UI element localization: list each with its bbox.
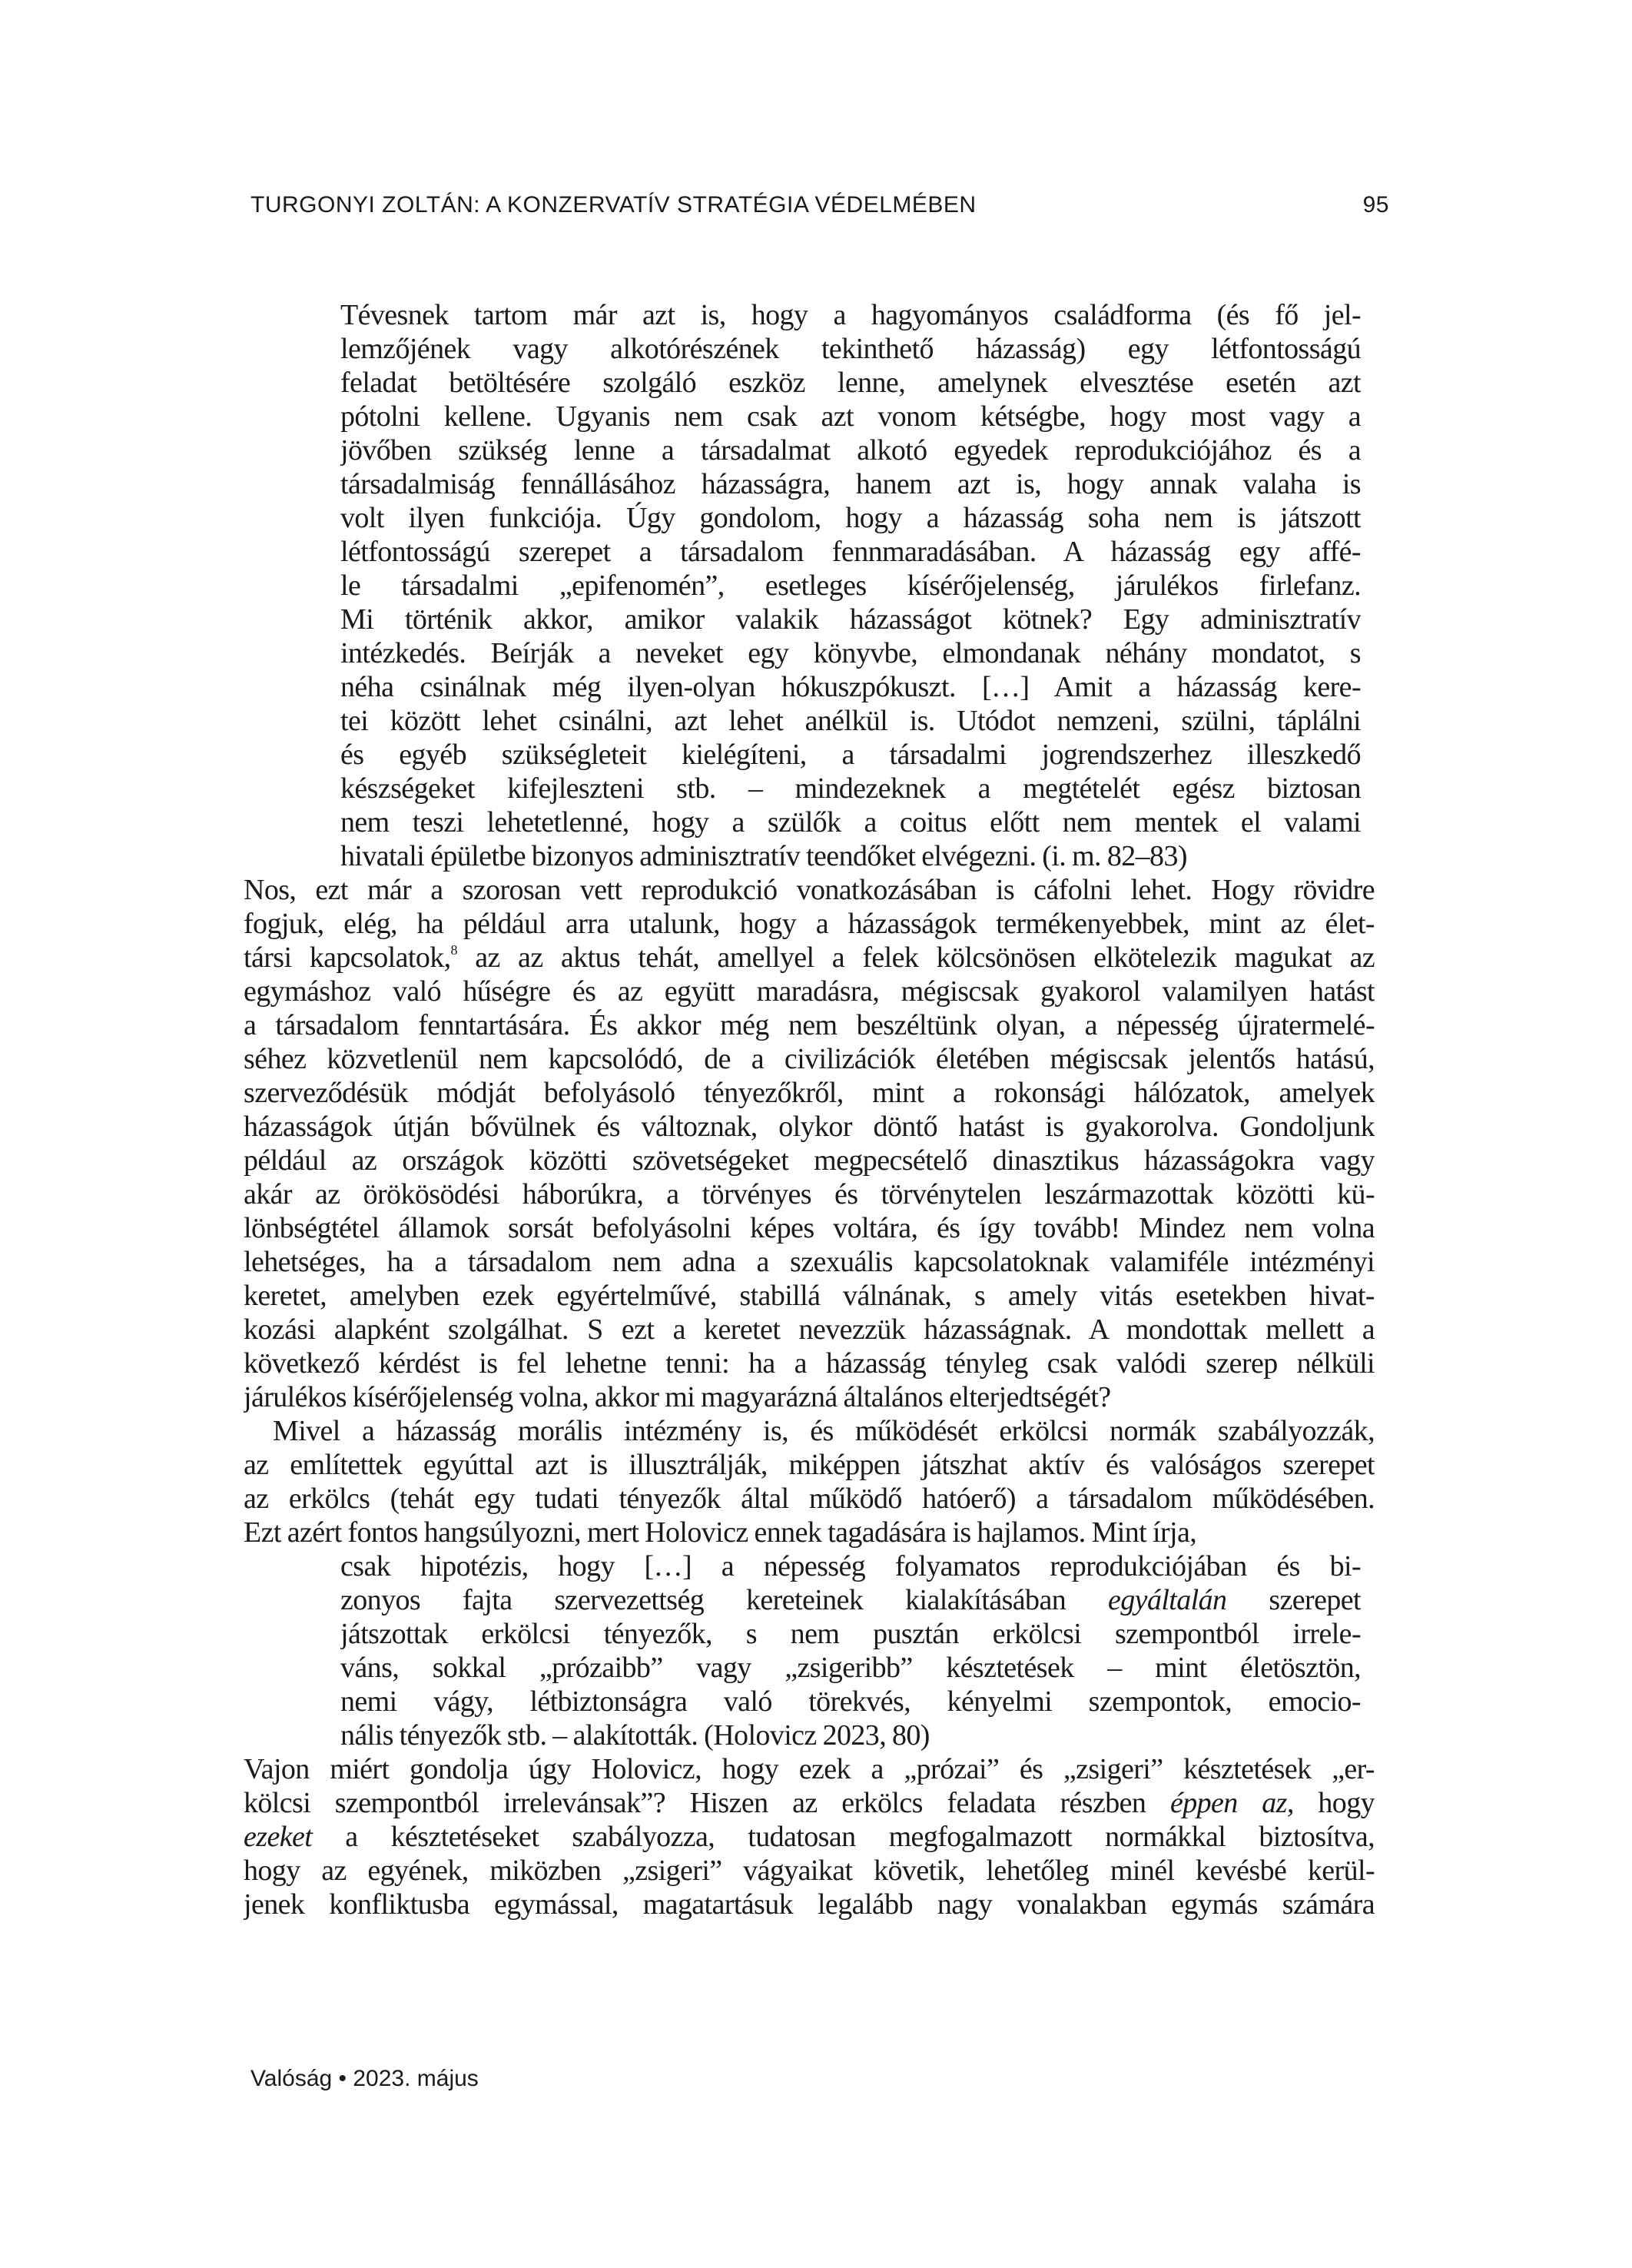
text-line: hivatali épületbe bizonyos adminisztratív teendőket elvégezni. (i. m. 82–83) (340, 840, 1187, 872)
text-run: az az aktus tehát, amellyel a felek kölcsönösen elkötelezik magukat az (456, 941, 1375, 974)
text-line: fogjuk, elég, ha például arra utalunk, hogy a házasságok termékenyebbek, mint az élet- (244, 908, 1375, 940)
page-number: 95 (1362, 192, 1389, 218)
text-line: és egyéb szükségleteit kielégíteni, a társadalmi jogrendszerhez illeszkedő (340, 739, 1361, 771)
text-line: tei között lehet csinálni, azt lehet anélkül is. Utódot nemzeni, szülni, táplálni (340, 705, 1361, 737)
text-line: nemi vágy, létbiztonságra való törekvés, kényelmi szempontok, emocio- (340, 1685, 1361, 1718)
text-line (340, 1583, 1361, 1617)
text-run: kölcsi szempontból irrelevánsak”? Hiszen az erkölcs feladata részben (244, 1787, 1170, 1819)
text-run: társi kapcsolatok, (244, 941, 451, 974)
text-line: Mi történik akkor, amikor valakik házasságot kötnek? Egy adminisztratív (340, 603, 1361, 636)
text-line: hogy az egyének, miközben „zsigeri” vágyaikat követik, lehetőleg minél kevésbé kerül- (244, 1855, 1375, 1887)
text-line: az erkölcs (tehát egy tudati tényezők által működő hatóerő) a társadalom működésében. (244, 1483, 1375, 1515)
text-line: szerveződésük módját befolyásoló tényezőkről, mint a rokonsági hálózatok, amelyek (244, 1077, 1375, 1109)
text-line: volt ilyen funkciója. Úgy gondolom, hogy a házasság soha nem is játszott (340, 502, 1361, 534)
text-line (244, 941, 1375, 975)
article-body (244, 298, 1375, 1921)
text-line: házasságok útján bővülnek és változnak, olykor döntő hatást is gyakorolva. Gondoljunk (244, 1111, 1375, 1143)
text-line: egymáshoz való hűségre és az együtt maradásra, mégiscsak gyakorol valamilyen hatást (244, 975, 1375, 1008)
text-line: lehetséges, ha a társadalom nem adna a szexuális kapcsolatoknak valamiféle intézményi (244, 1246, 1375, 1278)
text-line: lemzőjének vagy alkotórészének tekinthető házasság) egy létfontosságú (340, 333, 1361, 365)
text-line: jövőben szükség lenne a társadalmat alkotó egyedek reprodukciójához és a (340, 434, 1361, 467)
text-line: nális tényezők stb. – alakították. (Holovicz 2023, 80) (340, 1719, 930, 1752)
text-line: intézkedés. Beírják a neveket egy könyvbe, elmondanak néhány mondatot, s (340, 637, 1361, 669)
text-line: le társadalmi „epifenomén”, esetleges kísérőjelenség, járulékos firlefanz. (340, 569, 1361, 602)
text-line: keretet, amelyben ezek egyértelművé, stabillá válnának, s amely vitás esetekben hivat- (244, 1280, 1375, 1312)
text-line: Tévesnek tartom már azt is, hogy a hagyományos családforma (és fő jel- (340, 299, 1361, 331)
text-line: nem teszi lehetetlenné, hogy a szülők a coitus előtt nem mentek el valami (340, 806, 1361, 838)
text-line: létfontosságú szerepet a társadalom fennmaradásában. A házasság egy affé- (340, 536, 1361, 568)
paragraph-2 (244, 1414, 1375, 1549)
text-line (244, 1786, 1375, 1820)
text-line: Vajon miért gondolja úgy Holovicz, hogy ezek a „prózai” és „zsigeri” késztetések „er- (244, 1753, 1375, 1785)
text-run: zonyos fajta szervezettség kereteinek kialakításában (340, 1584, 1109, 1616)
text-run: hogy (1293, 1787, 1375, 1819)
text-line: például az országok közötti szövetségeket megpecsételő dinasztikus házasságokra vagy (244, 1144, 1375, 1177)
text-run: szerepet (1226, 1584, 1361, 1616)
text-line: akár az örökösödési háborúkra, a törvényes és törvénytelen leszármazottak közötti kü- (244, 1178, 1375, 1210)
text-line (244, 1820, 1375, 1854)
text-line: feladat betöltésére szolgáló eszköz lenne, amelynek elvesztése esetén azt (340, 367, 1361, 399)
paragraph-1 (244, 873, 1375, 1414)
emphasis: ezeket (244, 1821, 313, 1853)
text-line: készségeket kifejleszteni stb. – mindezeknek a megtételét egész biztosan (340, 772, 1361, 805)
text-line: séhez közvetlenül nem kapcsolódó, de a civilizációk életében mégiscsak jelentős hatású, (244, 1043, 1375, 1075)
running-head (250, 192, 1389, 220)
text-line: csak hipotézis, hogy […] a népesség folyamatos reprodukciójában és bi- (340, 1550, 1361, 1582)
emphasis: egyáltalán (1108, 1584, 1227, 1616)
text-line: a társadalom fenntartására. És akkor még nem beszéltünk olyan, a népesség újratermelé- (244, 1009, 1375, 1041)
text-line: váns, sokkal „prózaibb” vagy „zsigeribb” késztetések – mint életösztön, (340, 1652, 1361, 1684)
text-line: néha csinálnak még ilyen-olyan hókuszpókuszt. […] Amit a házasság kere- (340, 671, 1361, 703)
text-line: játszottak erkölcsi tényezők, s nem pusztán erkölcsi szempontból irrele- (340, 1618, 1361, 1650)
text-line: pótolni kellene. Ugyanis nem csak azt vonom kétségbe, hogy most vagy a (340, 400, 1361, 433)
text-line: kozási alapként szolgálhat. S ezt a keretet nevezzük házasságnak. A mondottak mellett a (244, 1313, 1375, 1346)
text-line: Nos, ezt már a szorosan vett reprodukció vonatkozásában is cáfolni lehet. Hogy rövidre (244, 874, 1375, 906)
text-line: társadalmiság fennállásához házasságra, hanem azt is, hogy annak valaha is (340, 468, 1361, 500)
text-line: járulékos kísérőjelenség volna, akkor mi magyarázná általános elterjedtségét? (244, 1381, 1111, 1413)
block-quote-2 (244, 1549, 1375, 1752)
text-line: Ezt azért fontos hangsúlyozni, mert Holovicz ennek tagadására is hajlamos. Mint írja, (244, 1516, 1197, 1549)
paragraph-3 (244, 1752, 1375, 1921)
text-run: a késztetéseket szabályozza, tudatosan megfogalmazott normákkal biztosítva, (312, 1821, 1375, 1853)
footer-journal: Valóság • 2023. május (250, 2066, 479, 2091)
emphasis: éppen az, (1169, 1787, 1294, 1819)
running-head-title: TURGONYI ZOLTÁN: A KONZERVATÍV STRATÉGIA VÉDELMÉBEN (250, 192, 977, 218)
text-line: jenek konfliktusba egymással, magatartásuk legalább nagy vonalakban egymás számára (244, 1888, 1375, 1921)
block-quote-1 (244, 298, 1375, 873)
text-line: Mivel a házasság morális intézmény is, és működését erkölcsi normák szabályozzák, (273, 1415, 1375, 1447)
text-line: az említettek egyúttal azt is illusztrálják, miképpen játszhat aktív és valóságos szerepet (244, 1449, 1375, 1481)
footnote-ref[interactable]: 8 (450, 942, 457, 958)
text-line: lönbségtétel államok sorsát befolyásolni képes voltára, és így tovább! Mindez nem volna (244, 1212, 1375, 1244)
text-line: következő kérdést is fel lehetne tenni: ha a házasság tényleg csak valódi szerep nélküli (244, 1347, 1375, 1380)
